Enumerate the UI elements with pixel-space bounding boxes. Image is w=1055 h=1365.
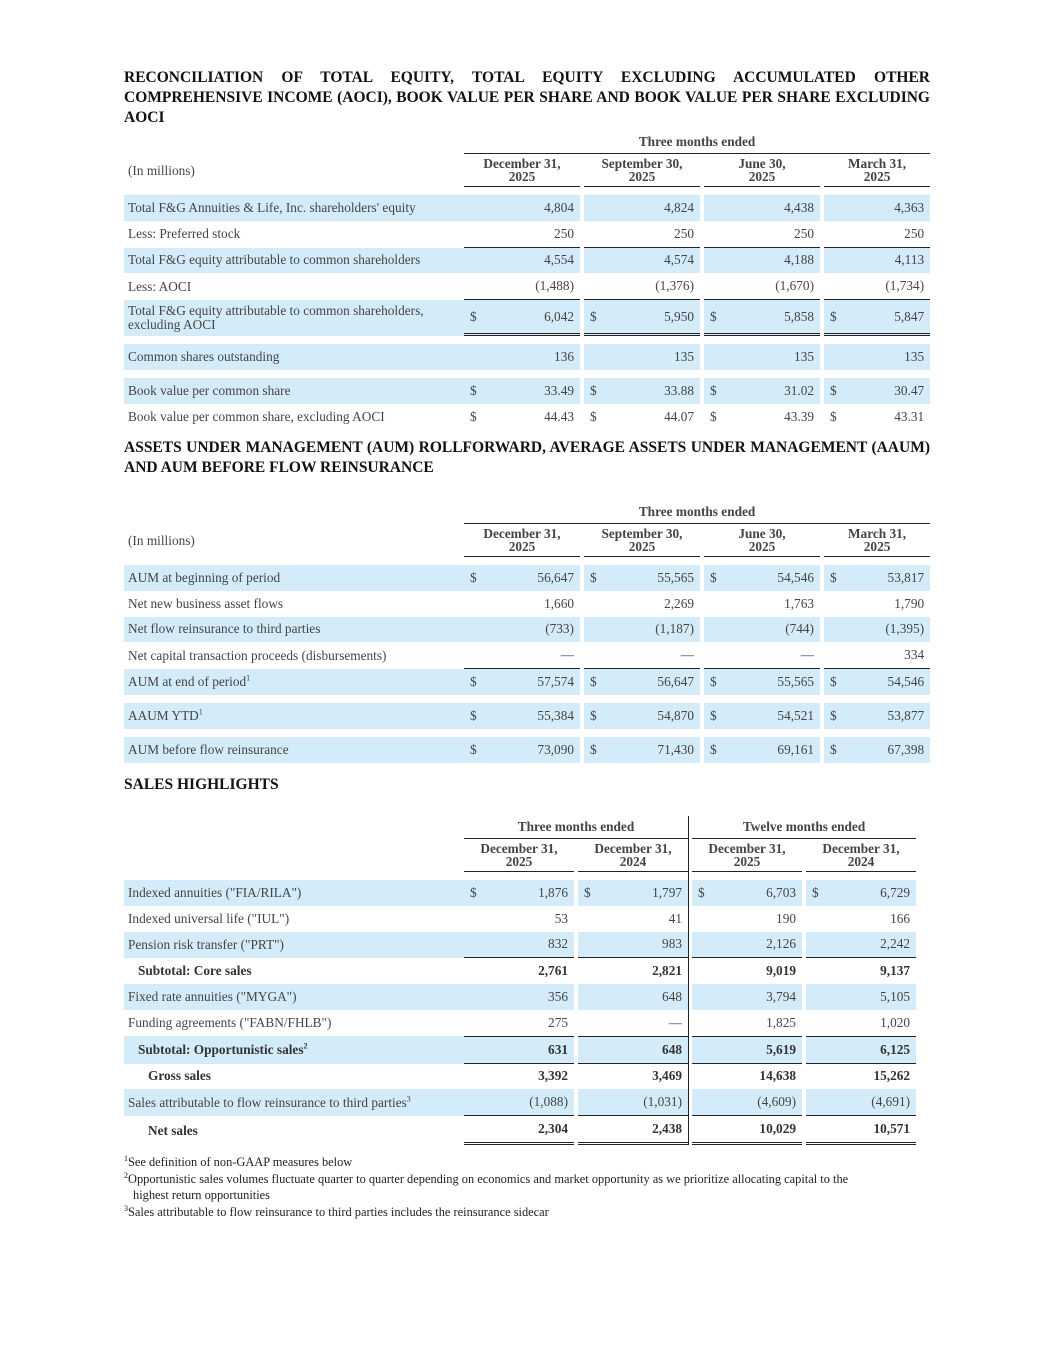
cell-value: 56,647: [604, 669, 700, 695]
cell-value: 4,824: [604, 195, 700, 221]
table-row: [124, 1036, 916, 1064]
sales-section-title: SALES HIGHLIGHTS: [124, 776, 279, 793]
cell-value: 53,817: [844, 565, 930, 591]
table-row: [124, 737, 930, 763]
cell-value: 54,546: [724, 565, 820, 591]
currency-symbol: $: [470, 408, 477, 424]
table-row: [124, 300, 930, 336]
row-label: AUM at beginning of period: [124, 565, 464, 591]
table-row: [124, 1089, 916, 1116]
cell-value: (1,670): [724, 273, 820, 300]
currency-symbol: $: [590, 408, 597, 424]
cell-value: 5,847: [844, 300, 930, 336]
cell-value: 6,729: [826, 880, 916, 906]
table-row: [124, 565, 930, 591]
table-row: [124, 378, 930, 404]
footnote: $^1$See definition of non-GAAP measures below: [124, 1153, 353, 1169]
cell-value: 250: [844, 221, 930, 248]
table-row: [124, 1010, 916, 1036]
row-label: Subtotal: Core sales: [138, 963, 252, 979]
cell-value: 10,029: [712, 1116, 802, 1145]
table-row: [124, 1116, 916, 1145]
cell-value: 10,571: [826, 1116, 916, 1145]
column-header: June 30, 2025: [704, 524, 820, 557]
cell-value: 2,304: [484, 1116, 574, 1145]
currency-symbol: $: [464, 300, 484, 336]
cell-value: 356: [484, 984, 574, 1010]
currency-symbol: $: [464, 378, 484, 404]
cell-value: 53,877: [844, 703, 930, 729]
column-header: June 30, 2025: [704, 154, 820, 187]
currency-symbol: $: [704, 737, 724, 763]
cell-value: 54,870: [604, 703, 700, 729]
cell-value: —: [604, 642, 700, 669]
cell-value: 275: [548, 1014, 568, 1030]
row-label: Less: AOCI: [128, 278, 192, 294]
cell-value: 15,262: [873, 1068, 911, 1084]
units-label: (In millions): [128, 533, 195, 548]
cell-value: (1,031): [598, 1089, 688, 1116]
row-label: Fixed rate annuities ("MYGA"): [124, 984, 464, 1010]
table-row: [124, 195, 930, 221]
table-row: [124, 958, 916, 984]
currency-symbol: $: [692, 880, 712, 906]
cell-value: 4,574: [604, 248, 700, 274]
cell-value: 983: [598, 932, 688, 959]
cell-value: 1,660: [544, 595, 574, 611]
currency-symbol: $: [710, 408, 717, 424]
row-label: Net sales: [148, 1122, 198, 1138]
cell-value: 631: [484, 1036, 574, 1064]
cell-value: 6,125: [826, 1036, 916, 1064]
row-label: AUM at end of period$^1$: [124, 669, 464, 695]
cell-value: 250: [604, 221, 700, 248]
cell-value: 250: [724, 221, 820, 248]
cell-value: 135: [844, 344, 930, 370]
group-header: Three months ended: [464, 501, 930, 524]
cell-value: —: [668, 1014, 682, 1030]
row-label: Net new business asset flows: [128, 595, 284, 611]
currency-symbol: $: [584, 378, 604, 404]
row-label: AUM before flow reinsurance: [124, 737, 464, 763]
row-label: Sales attributable to flow reinsurance to third parties$^3$: [124, 1089, 464, 1116]
cell-value: 9,019: [766, 963, 796, 979]
cell-value: 73,090: [484, 737, 580, 763]
cell-value: 190: [776, 910, 796, 926]
currency-symbol: $: [704, 300, 724, 336]
row-label: Pension risk transfer ("PRT"): [124, 932, 464, 959]
table-row: [124, 617, 930, 643]
cell-value: 250: [484, 221, 580, 248]
row-label: Less: Preferred stock: [128, 226, 241, 242]
row-label: Net flow reinsurance to third parties: [124, 617, 464, 643]
cell-value: 648: [598, 984, 688, 1010]
footnote: $^3$Sales attributable to flow reinsurance to third parties includes the reinsurance sidecar: [124, 1203, 549, 1219]
units-label: (In millions): [128, 163, 195, 178]
cell-value: 136: [484, 344, 580, 370]
cell-value: 2,126: [712, 932, 802, 959]
currency-symbol: $: [584, 737, 604, 763]
currency-symbol: $: [584, 669, 604, 695]
cell-value: 648: [598, 1036, 688, 1064]
currency-symbol: $: [464, 737, 484, 763]
footnote: $^2$Opportunistic sales volumes fluctuate quarter to quarter depending on economics and market opportunity as we prioritize allocating capital to the: [124, 1170, 849, 1186]
cell-value: 5,950: [604, 300, 700, 336]
cell-value: 832: [484, 932, 574, 959]
table-row: [124, 591, 930, 617]
cell-value: 1,790: [894, 595, 925, 611]
table-row: [124, 344, 930, 370]
cell-value: 5,105: [826, 984, 916, 1010]
cell-value: 44.43: [544, 408, 574, 424]
cell-value: 4,113: [844, 248, 930, 274]
cell-value: 54,546: [844, 669, 930, 695]
cell-value: 1,797: [598, 880, 688, 906]
group-header: Three months ended: [464, 131, 930, 154]
group-header: Three months ended: [464, 816, 688, 839]
cell-value: 2,438: [598, 1116, 688, 1145]
cell-value: 33.49: [484, 378, 580, 404]
cell-value: 334: [844, 642, 930, 669]
row-label: Book value per common share, excluding AOCI: [128, 408, 385, 424]
cell-value: (1,376): [604, 273, 700, 300]
currency-symbol: $: [464, 880, 484, 906]
cell-value: 2,269: [664, 595, 694, 611]
group-header: Twelve months ended: [692, 816, 916, 839]
row-label: Subtotal: Opportunistic sales$^2$: [124, 1036, 464, 1064]
cell-value: 31.02: [724, 378, 820, 404]
cell-value: 1,825: [766, 1014, 796, 1030]
cell-value: 1,876: [484, 880, 574, 906]
cell-value: 166: [890, 910, 911, 926]
cell-value: (4,691): [826, 1089, 916, 1116]
cell-value: 2,821: [652, 963, 682, 979]
currency-symbol: $: [824, 300, 844, 336]
table-row: [124, 984, 916, 1010]
table-row: [124, 273, 930, 300]
cell-value: (1,395): [844, 617, 930, 643]
column-header: September 30, 2025: [584, 154, 700, 187]
cell-value: 43.31: [894, 408, 925, 424]
table-row: [124, 906, 916, 932]
cell-value: 44.07: [664, 408, 694, 424]
cell-value: (1,187): [604, 617, 700, 643]
table-row: [124, 669, 930, 695]
cell-value: 9,137: [880, 963, 911, 979]
currency-symbol: $: [824, 737, 844, 763]
cell-value: (744): [724, 617, 820, 643]
footnotes: [124, 1154, 934, 1220]
row-label: Indexed annuities ("FIA/RILA"): [124, 880, 464, 906]
table-row: [124, 404, 930, 430]
row-label: AAUM YTD$^1$: [124, 703, 464, 729]
cell-value: 3,469: [652, 1068, 682, 1084]
column-header: December 31, 2025: [464, 154, 580, 187]
cell-value: 5,619: [712, 1036, 802, 1064]
currency-symbol: $: [806, 880, 826, 906]
row-label: Net capital transaction proceeds (disbursements): [128, 647, 387, 663]
cell-value: 4,188: [724, 248, 820, 274]
equity-table: [124, 131, 930, 430]
table-row: [124, 932, 916, 959]
cell-value: 3,392: [538, 1068, 568, 1084]
cell-value: 1,020: [880, 1014, 911, 1030]
cell-value: 4,554: [484, 248, 580, 274]
currency-symbol: $: [704, 378, 724, 404]
cell-value: 1,763: [784, 595, 814, 611]
cell-value: 4,363: [844, 195, 930, 221]
cell-value: 57,574: [484, 669, 580, 695]
row-label: Gross sales: [148, 1068, 211, 1084]
cell-value: 2,761: [538, 963, 568, 979]
cell-value: (4,609): [712, 1089, 802, 1116]
equity-section-title: RECONCILIATION OF TOTAL EQUITY, TOTAL EQUITY EXCLUDING ACCUMULATED OTHER COMPREHENSIVE INCOME (AOCI), BOOK VALUE PER SHARE AND BOOK VALUE PER SHARE EXCLUDING AOCI: [124, 69, 930, 126]
cell-value: 55,565: [724, 669, 820, 695]
currency-symbol: $: [824, 703, 844, 729]
row-label: Total F&G equity attributable to common shareholders, excluding AOCI: [124, 300, 464, 336]
currency-symbol: $: [704, 565, 724, 591]
table-row: [124, 221, 930, 248]
currency-symbol: $: [464, 669, 484, 695]
sales-table: [124, 816, 916, 1145]
column-header: December 31, 2025: [464, 524, 580, 557]
cell-value: 43.39: [784, 408, 814, 424]
cell-value: —: [484, 642, 580, 669]
row-label: Book value per common share: [124, 378, 464, 404]
table-row: [124, 880, 916, 906]
cell-value: 6,703: [712, 880, 802, 906]
table-row: [124, 1064, 916, 1090]
cell-value: 6,042: [484, 300, 580, 336]
currency-symbol: $: [824, 565, 844, 591]
cell-value: 33.88: [604, 378, 700, 404]
cell-value: 5,858: [724, 300, 820, 336]
cell-value: 135: [724, 344, 820, 370]
footnote-continuation: highest return opportunities: [133, 1188, 270, 1203]
table-row: [124, 642, 930, 669]
currency-symbol: $: [704, 703, 724, 729]
row-label: Funding agreements ("FABN/FHLB"): [128, 1014, 332, 1030]
cell-value: —: [724, 642, 820, 669]
cell-value: 4,438: [724, 195, 820, 221]
column-header: December 31, 2025: [692, 839, 802, 872]
table-row: [124, 248, 930, 274]
currency-symbol: $: [578, 880, 598, 906]
column-header: March 31, 2025: [824, 524, 930, 557]
currency-symbol: $: [830, 408, 837, 424]
currency-symbol: $: [824, 378, 844, 404]
currency-symbol: $: [824, 669, 844, 695]
cell-value: 14,638: [759, 1068, 796, 1084]
row-label: Indexed universal life ("IUL"): [128, 910, 290, 926]
column-header: December 31, 2024: [578, 839, 688, 872]
cell-value: 55,384: [484, 703, 580, 729]
cell-value: 55,565: [604, 565, 700, 591]
row-label: Total F&G equity attributable to common shareholders: [124, 248, 464, 274]
aum-section-title: ASSETS UNDER MANAGEMENT (AUM) ROLLFORWARD, AVERAGE ASSETS UNDER MANAGEMENT (AAUM) AND AUM BEFORE FLOW REINSURANCE: [124, 439, 930, 476]
cell-value: (733): [484, 617, 580, 643]
cell-value: 67,398: [844, 737, 930, 763]
column-header: December 31, 2025: [464, 839, 574, 872]
currency-symbol: $: [584, 703, 604, 729]
row-label: Common shares outstanding: [124, 344, 464, 370]
currency-symbol: $: [584, 300, 604, 336]
cell-value: 54,521: [724, 703, 820, 729]
cell-value: 135: [604, 344, 700, 370]
cell-value: 41: [668, 910, 682, 926]
cell-value: 53: [554, 910, 568, 926]
cell-value: (1,488): [484, 273, 580, 300]
cell-value: 56,647: [484, 565, 580, 591]
currency-symbol: $: [704, 669, 724, 695]
cell-value: 4,804: [484, 195, 580, 221]
cell-value: (1,088): [484, 1089, 574, 1116]
cell-value: 71,430: [604, 737, 700, 763]
cell-value: 69,161: [724, 737, 820, 763]
currency-symbol: $: [584, 565, 604, 591]
table-row: [124, 703, 930, 729]
column-header: September 30, 2025: [584, 524, 700, 557]
currency-symbol: $: [464, 565, 484, 591]
cell-value: 2,242: [826, 932, 916, 959]
aum-table: [124, 501, 930, 763]
cell-value: 3,794: [712, 984, 802, 1010]
row-label: Total F&G Annuities & Life, Inc. shareholders' equity: [124, 195, 464, 221]
currency-symbol: $: [464, 703, 484, 729]
column-header: December 31, 2024: [806, 839, 916, 872]
column-header: March 31, 2025: [824, 154, 930, 187]
cell-value: 30.47: [844, 378, 930, 404]
cell-value: (1,734): [844, 273, 930, 300]
